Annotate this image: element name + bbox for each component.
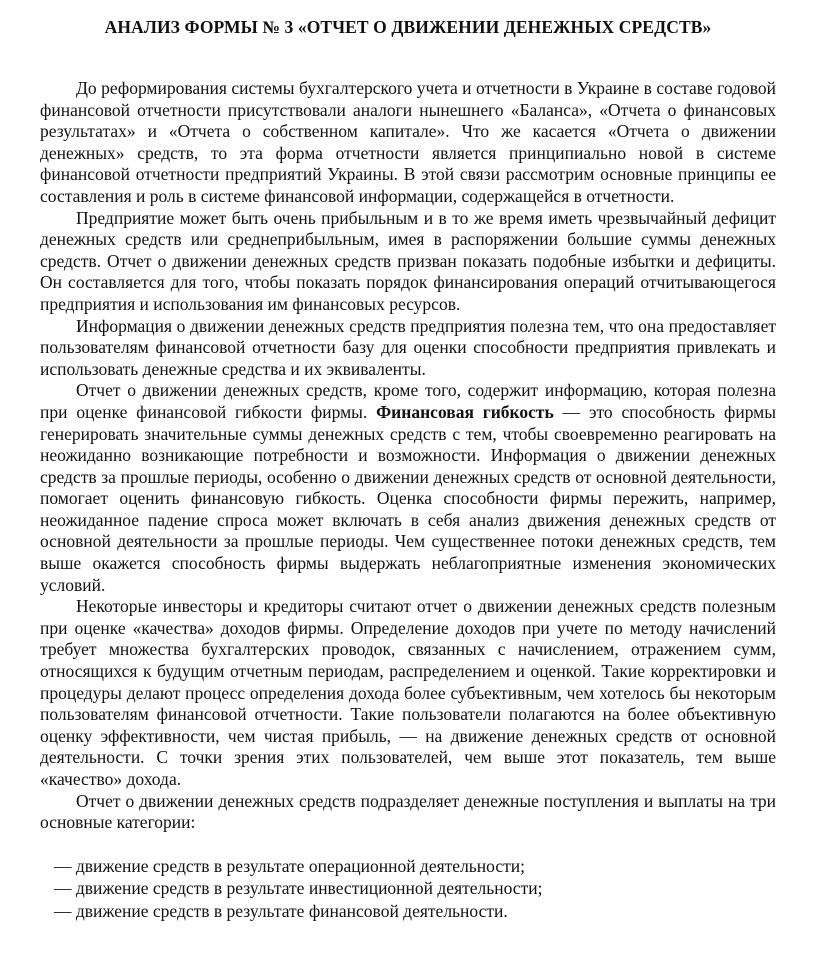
financial-flexibility-term: Финансовая гибкость — [376, 401, 554, 422]
flex-text-after: — это способность фирмы генерировать значительные суммы денежных средств с тем, чтобы своевременно реагировать на неожиданно возникающие потребности и возможности. Информация о движении денежных средств за прошлые периоды, особенно о движении денежных средств от основной деятельности, помогает оценить финансовую гибкость. Оценка способности фирмы пережить, например, неожиданное падение спроса может включать в себя анализ движения денежных средств от основной деятельности за прошлые периоды. Чем существеннее потоки денежных средств, тем выше окажется способность фирмы выдержать неблагоприятные изменения экономических условий. — [40, 401, 777, 595]
paragraph-profitability: Предприятие может быть очень прибыльным и в то же время иметь чрезвычайный дефицит денежных средств или среднеприбыльным, имея в распоряжении большие суммы денежных средств. Отчет о движении денежных средств призван показать подобные избытки и дефициты. Он составляется для того, чтобы показать порядок финансирования операций отчитывающегося предприятия и использования им финансовых ресурсов. — [40, 207, 776, 314]
paragraph-reform: До реформирования системы бухгалтерского учета и отчетности в Украине в составе годовой финансовой отчетности присутствовали аналоги нынешнего «Баланса», «Отчета о финансовых результатах» и «Отчета о собственном капитале». Что же касается «Отчета о движении денежных» средств, то эта форма отчетности является принципиально новой в системе финансовой отчетности предприятий Украины. В этой связи рассмотрим основные принципы ее составления и роль в системе финансовой информации, содержащейся в отчетности. — [40, 78, 776, 206]
paragraph-categories-intro: Отчет о движении денежных средств подразделяет денежные поступления и выплаты на три основные категории: — [40, 790, 776, 833]
paragraph-financial-flexibility — [40, 380, 776, 596]
document-body — [40, 78, 776, 923]
list-item-financing: — движение средств в результате финансовой деятельности. — [54, 900, 508, 921]
list-item-investing: — движение средств в результате инвестиционной деятельности; — [54, 878, 543, 899]
list-item-operating: — движение средств в результате операционной деятельности; — [54, 855, 525, 876]
flex-text-before: Отчет о движении денежных средств, кроме того, содержит информацию, которая полезна при оценке финансовой гибкости фирмы. — [40, 380, 776, 422]
document-title: АНАЛИЗ ФОРМЫ № 3 «ОТЧЕТ О ДВИЖЕНИИ ДЕНЕЖНЫХ СРЕДСТВ» — [104, 17, 712, 37]
paragraph-usefulness: Информация о движении денежных средств предприятия полезна тем, что она предоставляет пользователям финансовой отчетности базу для оценки способности предприятия привлекать и использовать денежные средства и их эквиваленты. — [40, 315, 776, 379]
paragraph-income-quality: Некоторые инвесторы и кредиторы считают отчет о движении денежных средств полезным при оценке «качества» доходов фирмы. Определение доходов при учете по методу начислений требует множества бухгалтерских проводок, связанных с начислением, отражением сумм, относящихся к будущим отчетным периодам, распределением и оценкой. Такие корректировки и процедуры делают процесс определения дохода более субъективным, чем хотелось бы некоторым пользователям финансовой отчетности. Такие пользователи полагаются на более объективную оценку эффективности, чем чистая прибыль, — на движение денежных средств от основной деятельности. С точки зрения этих пользователей, чем выше этот показатель, тем выше «качество» дохода. — [40, 596, 776, 789]
categories-list — [40, 856, 776, 923]
